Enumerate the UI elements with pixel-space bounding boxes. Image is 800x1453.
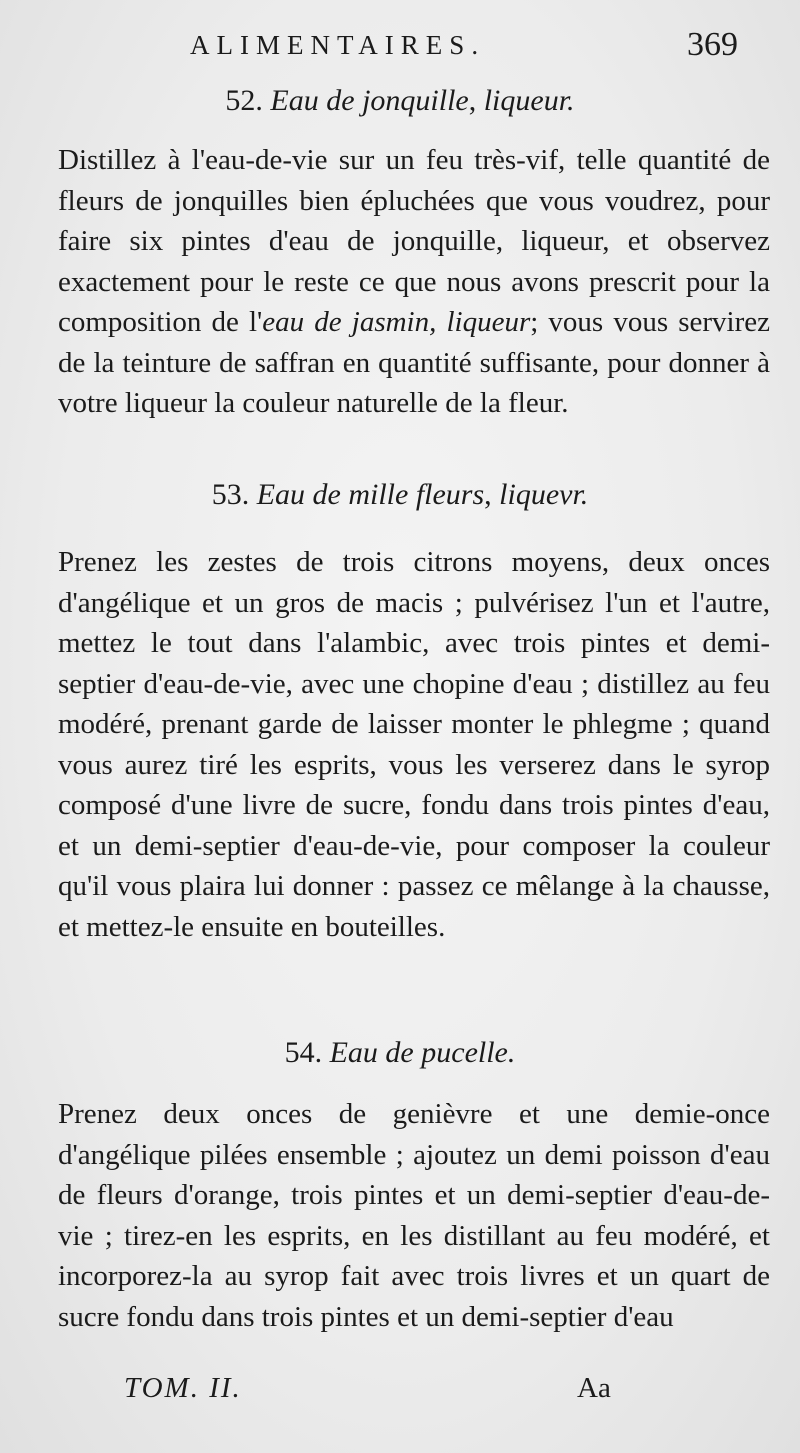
- section-title-text: Eau de mille fleurs: [256, 478, 485, 511]
- section-title-53: [0, 478, 800, 512]
- section-title-subtext: liquevr.: [499, 478, 589, 511]
- paragraph-text: Prenez deux onces de genièvre et une demie-once d'angélique pilées ensemble ; ajoutez un demi poisson d'eau de fleurs d'orange, trois pintes et un demi-septier d'eau-de-vie ; tirez-en les esprits, en les distillant au feu modéré, et incorporez-la au syrop fait avec trois livres et un quart de sucre fondu dans trois pintes et un demi-septier d'eau: [58, 1098, 770, 1333]
- paragraph-text: Distillez à l'eau-de-vie sur un feu très-vif, telle quantité de fleurs de jonquilles bien épluchées que vous voudrez, pour faire six pintes d'eau de jonquille, liqueur, et observez exactement pour le reste ce que nous avons prescrit pour la composition de l': [58, 144, 770, 338]
- section-number: 54.: [284, 1036, 323, 1069]
- signature-mark: Aa: [577, 1372, 611, 1404]
- section-title-text: Eau de jonquille: [270, 84, 469, 117]
- paragraph-text: ; vous vous servirez de la teinture de saffran en quantité suffisante, pour donner à votre liqueur la couleur naturelle de la fleur.: [58, 306, 771, 419]
- section-title-52: [0, 84, 800, 118]
- section-number: 53.: [211, 478, 250, 511]
- section-title-text: Eau de pucelle.: [329, 1036, 516, 1069]
- running-head-title: ALIMENTAIRES.: [190, 30, 486, 60]
- section-54-paragraph: [58, 1094, 770, 1337]
- section-title-54: [0, 1036, 800, 1070]
- section-53-paragraph: [58, 542, 770, 947]
- section-title-subtext: liqueur.: [483, 84, 575, 117]
- running-head: [0, 18, 800, 68]
- section-52-paragraph: [58, 140, 770, 424]
- paragraph-text: Prenez les zestes de trois citrons moyens, deux onces d'angélique et un gros de macis ; pulvérisez l'un et l'autre, mettez le tout dans l'alambic, avec trois pintes et demi-septier d'eau-de-vie, avec une chopine d'eau ; distillez au feu modéré, prenant garde de laisser monter le phlegme ; quand vous aurez tiré les esprits, vous les verserez dans le syrop composé d'une livre de sucre, fondu dans trois pintes d'eau, et un demi-septier d'eau-de-vie, pour composer la couleur qu'il vous plaira lui donner : passez ce mêlange à la chausse, et mettez-le ensuite en bouteilles.: [58, 546, 770, 943]
- paragraph-italic-text: eau de jasmin, liqueur: [262, 306, 531, 338]
- page-number: 369: [687, 26, 738, 63]
- section-number: 52.: [225, 84, 263, 117]
- title-comma: ,: [484, 478, 492, 511]
- volume-label: TOM. II.: [124, 1372, 242, 1404]
- title-comma: ,: [468, 84, 477, 117]
- page-footer: [0, 1372, 800, 1412]
